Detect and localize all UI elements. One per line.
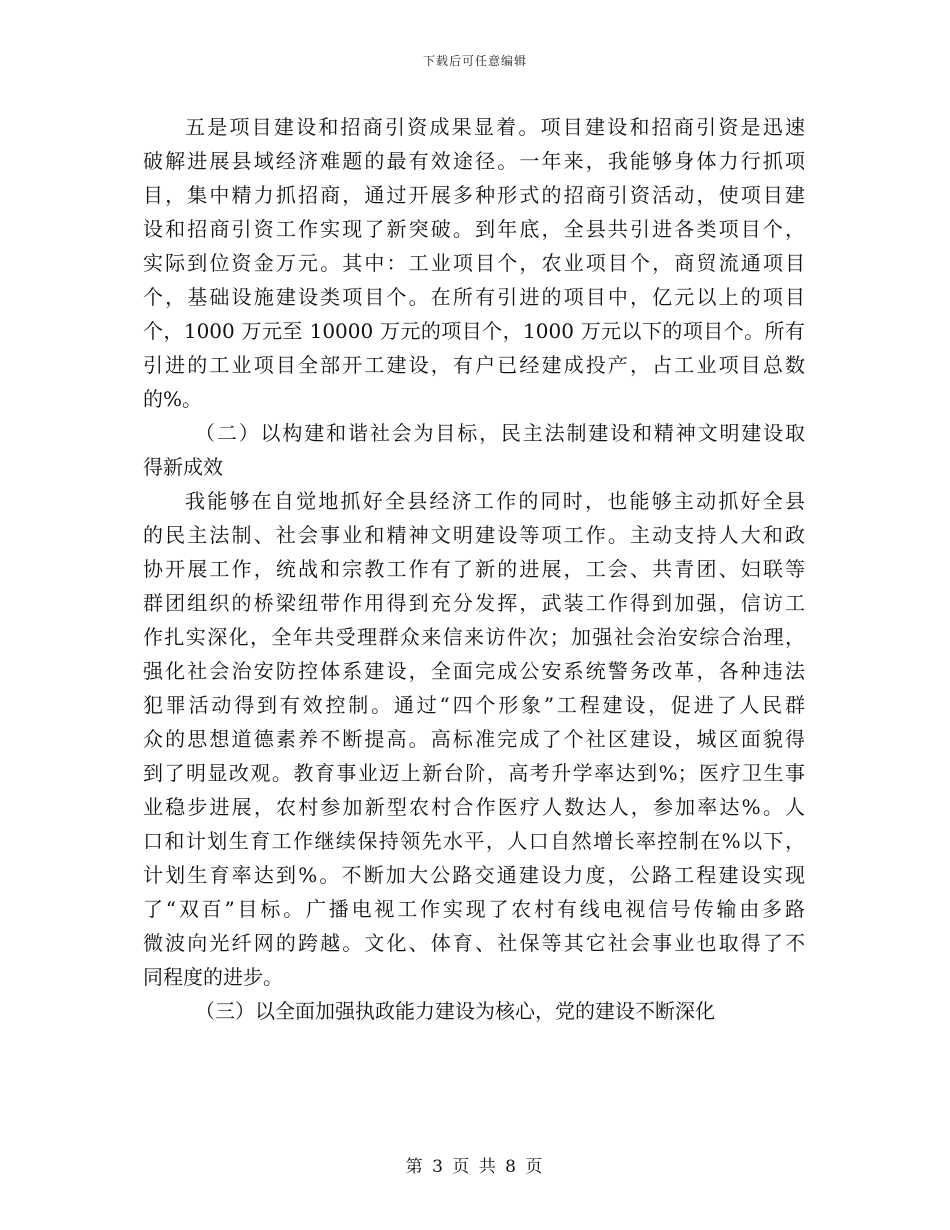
text-line: 协开展工作，统战和宗教工作有了新的进展，工会、共青团、妇联等 xyxy=(143,557,805,581)
paragraph-project-investment xyxy=(143,110,805,416)
text-line: 微波向光纤网的跨越。文化、体育、社保等其它社会事业也取得了不 xyxy=(143,931,805,955)
page-number: 第 3 页 共 8 页 xyxy=(405,1157,545,1177)
page-header: 下载后可任意编辑 xyxy=(422,54,527,68)
text-line: 五是项目建设和招商引资成果显着。项目建设和招商引资是迅速 xyxy=(185,115,805,139)
text-line: 了“双百”目标。广播电视工作实现了农村有线电视信号传输由多路 xyxy=(143,897,805,921)
text-line: 我能够在自觉地抓好全县经济工作的同时，也能够主动抓好全县 xyxy=(185,489,805,513)
text-line: 计划生育率达到%。不断加大公路交通建设力度，公路工程建设实现 xyxy=(143,863,805,887)
document-body xyxy=(143,110,805,1028)
text-line: 引进的工业项目全部开工建设，有户已经建成投产，占工业项目总数 xyxy=(143,353,805,377)
section-heading-3 xyxy=(143,994,805,1028)
text-line: 个，1000 万元至 10000 万元的项目个，1000 万元以下的项目个。所有 xyxy=(143,319,805,343)
text-line: 破解进展县域经济难题的最有效途径。一年来，我能够身体力行抓项 xyxy=(143,149,805,173)
heading-line: 得新成效 xyxy=(143,455,223,479)
heading-line: （三）以全面加强执政能力建设为核心，党的建设不断深化 xyxy=(195,999,715,1023)
text-line: 设和招商引资工作实现了新突破。到年底，全县共引进各类项目个， xyxy=(143,217,805,241)
text-line: 目，集中精力抓招商，通过开展多种形式的招商引资活动，使项目建 xyxy=(143,183,805,207)
text-line: 个，基础设施建设类项目个。在所有引进的项目中，亿元以上的项目 xyxy=(143,285,805,309)
text-line: 口和计划生育工作继续保持领先水平，人口自然增长率控制在%以下， xyxy=(143,829,805,853)
text-line: 的%。 xyxy=(143,387,203,411)
text-line: 业稳步进展，农村参加新型农村合作医疗人数达人，参加率达%。人 xyxy=(143,795,805,819)
section-heading-2 xyxy=(143,416,805,484)
text-line: 群团组织的桥梁纽带作用得到充分发挥，武装工作得到加强，信访工 xyxy=(143,591,805,615)
paragraph-legal-social xyxy=(143,484,805,994)
text-line: 犯罪活动得到有效控制。通过“四个形象”工程建设，促进了人民群 xyxy=(143,693,805,717)
text-line: 众的思想道德素养不断提高。高标准完成了个社区建设，城区面貌得 xyxy=(143,727,805,751)
heading-line: （二）以构建和谐社会为目标，民主法制建设和精神文明建设取 xyxy=(195,421,805,445)
text-line: 到了明显改观。教育事业迈上新台阶，高考升学率达到%；医疗卫生事 xyxy=(143,761,805,785)
text-line: 实际到位资金万元。其中：工业项目个，农业项目个，商贸流通项目 xyxy=(143,251,805,275)
text-line: 强化社会治安防控体系建设，全面完成公安系统警务改革，各种违法 xyxy=(143,659,805,683)
text-line: 作扎实深化，全年共受理群众来信来访件次；加强社会治安综合治理， xyxy=(143,625,805,649)
text-line: 的民主法制、社会事业和精神文明建设等项工作。主动支持人大和政 xyxy=(143,523,805,547)
text-line: 同程度的进步。 xyxy=(143,965,283,989)
